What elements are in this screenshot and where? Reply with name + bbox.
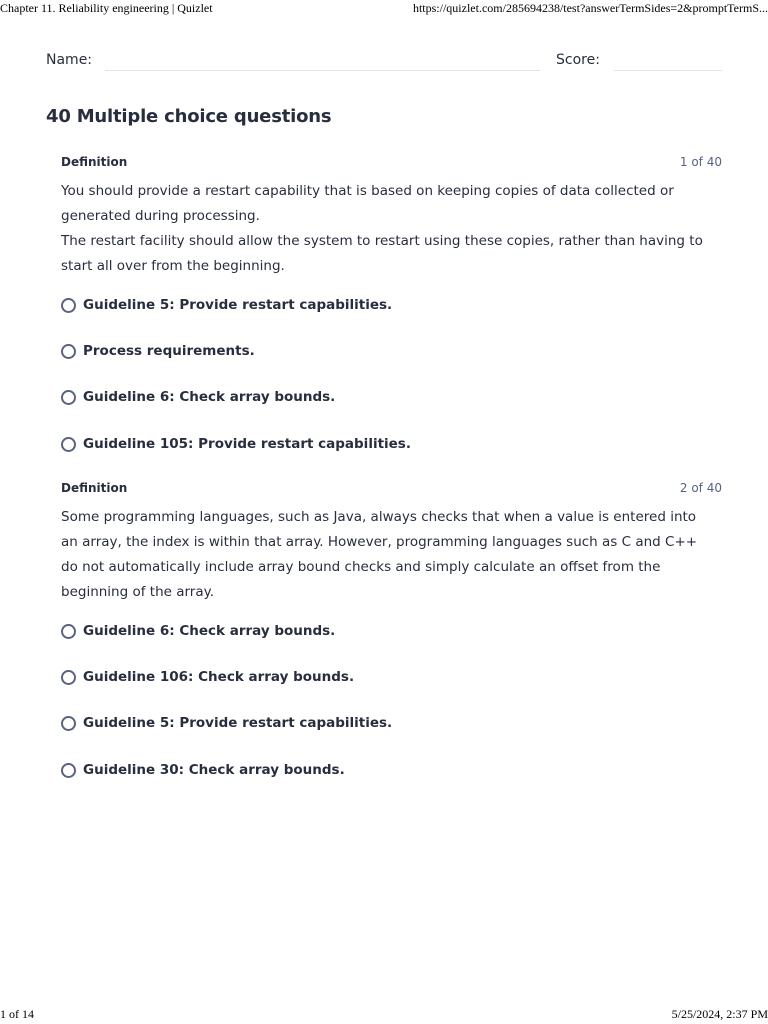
question-prompt: Some programming languages, such as Java, always checks that when a value is entered into an array, the index is within that array. However, programming languages such as C and C++ do not automatically include array bound checks and simply calculate an offset from the beginning of the array. bbox=[61, 509, 698, 600]
answer-option-label[interactable]: Guideline 30: Check array bounds. bbox=[83, 762, 345, 778]
answer-option-label[interactable]: Process requirements. bbox=[83, 343, 255, 359]
radio-button-icon[interactable] bbox=[61, 298, 76, 313]
radio-button-icon[interactable] bbox=[61, 624, 76, 639]
question-card bbox=[61, 155, 722, 279]
name-label: Name: bbox=[46, 52, 93, 68]
question-header bbox=[61, 155, 722, 173]
answer-option-label[interactable]: Guideline 6: Check array bounds. bbox=[83, 389, 336, 405]
score-label: Score: bbox=[556, 52, 600, 68]
answer-option[interactable] bbox=[61, 434, 411, 454]
question-type-label: Definition bbox=[61, 481, 128, 495]
radio-button-icon[interactable] bbox=[61, 716, 76, 731]
answer-option[interactable] bbox=[61, 341, 255, 361]
print-header bbox=[0, 0, 768, 16]
question-counter: 1 of 40 bbox=[679, 155, 722, 169]
question-card bbox=[61, 481, 722, 605]
answer-option-label[interactable]: Guideline 105: Provide restart capabilities. bbox=[83, 436, 411, 452]
question-header bbox=[61, 481, 722, 499]
score-field[interactable] bbox=[614, 70, 722, 71]
radio-button-icon[interactable] bbox=[61, 763, 76, 778]
print-page-title: Chapter 11. Reliability engineering | Quizlet bbox=[0, 1, 213, 15]
radio-button-icon[interactable] bbox=[61, 670, 76, 685]
radio-button-icon[interactable] bbox=[61, 344, 76, 359]
print-page-url: https://quizlet.com/285694238/test?answerTermSides=2&promptTermS... bbox=[412, 1, 768, 15]
answer-option[interactable] bbox=[61, 760, 345, 780]
radio-button-icon[interactable] bbox=[61, 437, 76, 452]
print-datetime: 5/25/2024, 2:37 PM bbox=[671, 1007, 768, 1021]
answer-option-label[interactable]: Guideline 5: Provide restart capabilities. bbox=[83, 297, 393, 313]
question-counter: 2 of 40 bbox=[679, 481, 722, 495]
print-footer bbox=[0, 1008, 768, 1024]
name-score-row bbox=[46, 50, 722, 74]
answer-option-label[interactable]: Guideline 6: Check array bounds. bbox=[83, 623, 336, 639]
answer-option[interactable] bbox=[61, 387, 335, 407]
section-title: 40 Multiple choice questions bbox=[46, 106, 332, 127]
answer-option[interactable] bbox=[61, 667, 354, 687]
question-prompt: You should provide a restart capability that is based on keeping copies of data collected or generated during processing. The restart facility should allow the system to restart using these copies, rather than having to start all over from the beginning. bbox=[61, 183, 703, 274]
answer-option[interactable] bbox=[61, 295, 392, 315]
answer-option[interactable] bbox=[61, 713, 392, 733]
answer-option[interactable] bbox=[61, 621, 335, 641]
answer-option-label[interactable]: Guideline 106: Check array bounds. bbox=[83, 669, 355, 685]
radio-button-icon[interactable] bbox=[61, 390, 76, 405]
name-field[interactable] bbox=[105, 70, 540, 71]
question-type-label: Definition bbox=[61, 155, 128, 169]
answer-option-label[interactable]: Guideline 5: Provide restart capabilities. bbox=[83, 715, 393, 731]
print-page-number: 1 of 14 bbox=[0, 1007, 34, 1021]
